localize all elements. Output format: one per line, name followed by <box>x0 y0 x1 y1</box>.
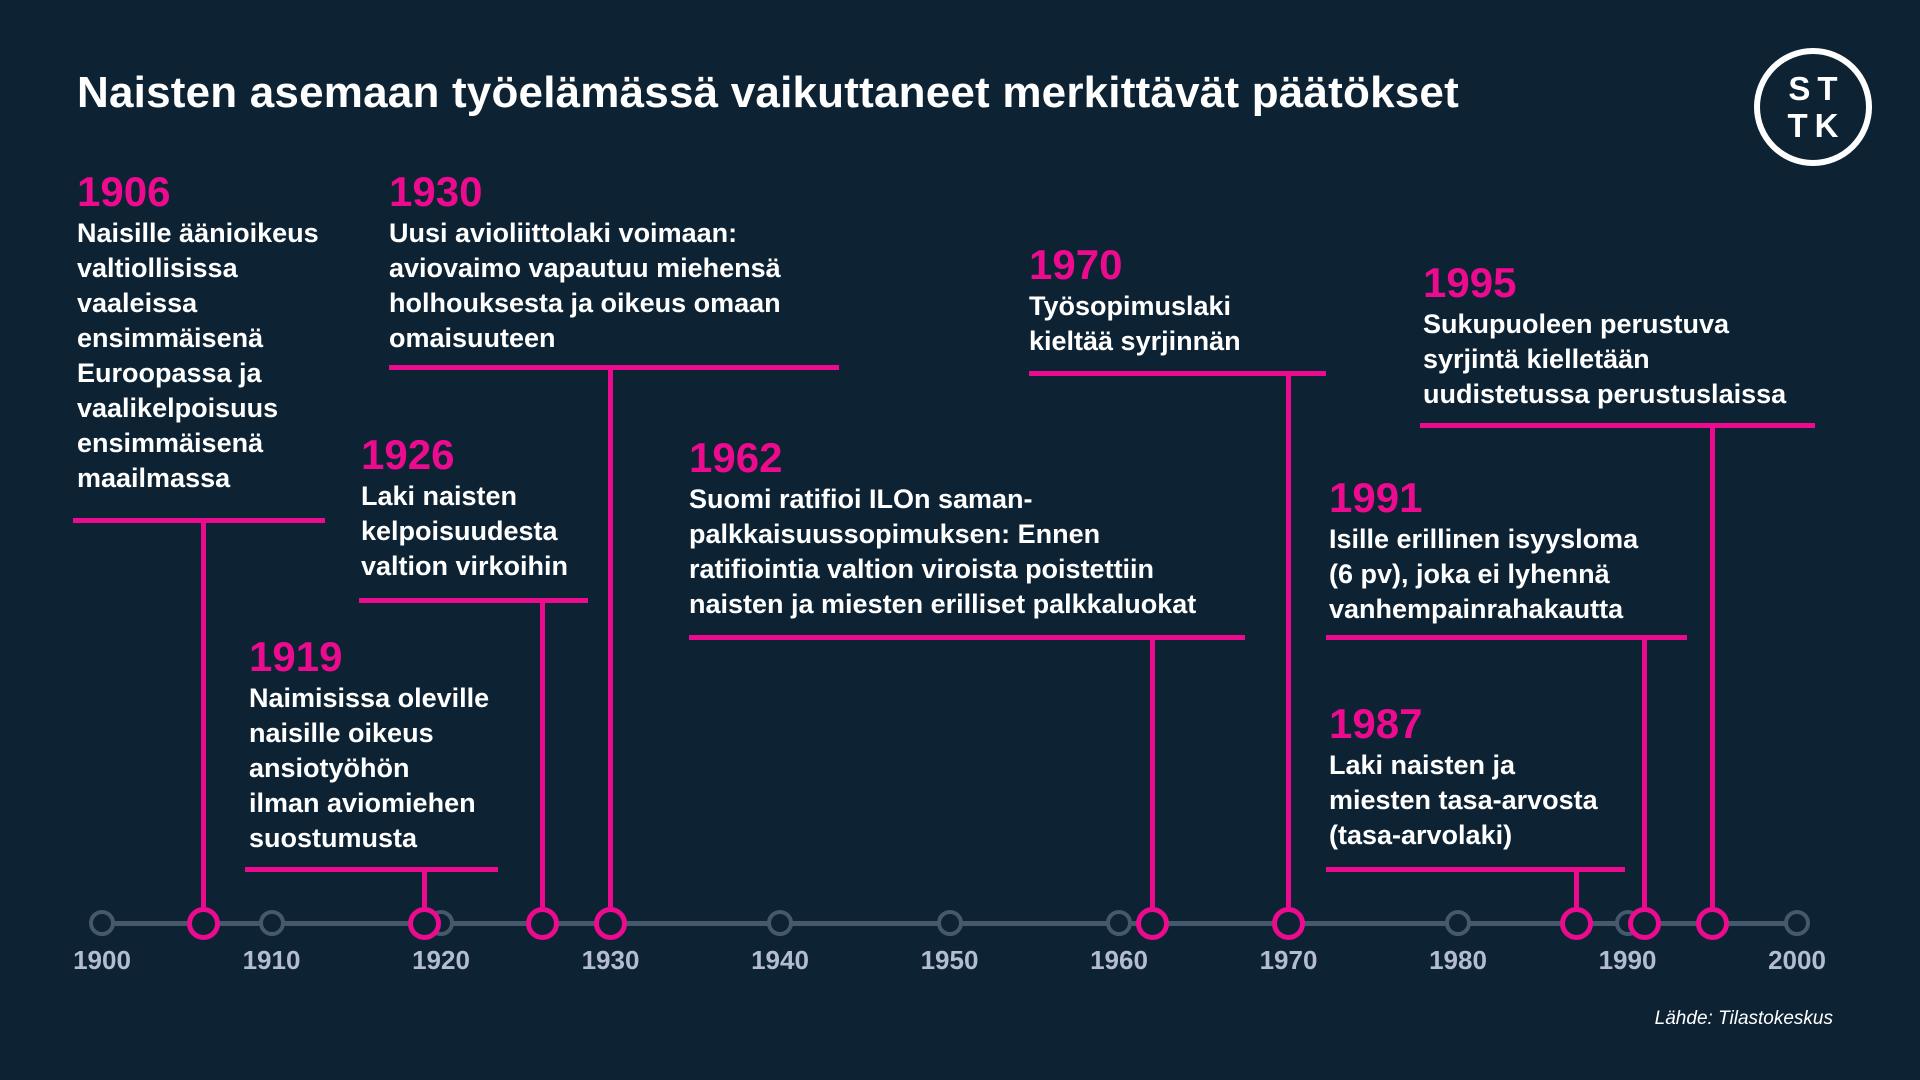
decade-label-1970: 1970 <box>1259 945 1318 975</box>
decade-label-1930: 1930 <box>581 945 640 975</box>
timeline-ring-1930 <box>594 907 627 940</box>
event-description-line: Naisille äänioikeus <box>77 218 319 248</box>
decade-label-1940: 1940 <box>751 945 809 975</box>
timeline-tick-1900 <box>89 910 115 936</box>
timeline-tick-2000 <box>1784 910 1810 936</box>
event-year-label: 1987 <box>1329 700 1423 747</box>
event-block-1991 <box>1329 474 1638 627</box>
event-block-1962 <box>689 434 1196 622</box>
sttk-logo-text-bottom: TK <box>1787 107 1846 144</box>
event-description-line: vanhempainrahakautta <box>1329 594 1624 624</box>
event-description-line: valtiollisissa <box>77 253 238 283</box>
event-year-label: 1919 <box>249 633 343 680</box>
event-description-line: naisille oikeus <box>249 718 434 748</box>
page-title: Naisten asemaan työelämässä vaikuttaneet merkittävät päätökset <box>77 68 1459 117</box>
event-description-line: palkkaisuussopimuksen: Ennen <box>689 519 1101 549</box>
event-connector-1962 <box>1150 637 1155 907</box>
event-description-line: (6 pv), joka ei lyhennä <box>1329 559 1610 589</box>
event-description-line: maailmassa <box>77 463 231 493</box>
event-underline-1991 <box>1326 635 1687 640</box>
event-description-line: valtion virkoihin <box>361 551 569 581</box>
decade-label-2000: 2000 <box>1768 945 1826 975</box>
event-description-line: naisten ja miesten erilliset palkkaluokat <box>689 589 1197 619</box>
event-description-line: Työsopimuslaki <box>1029 291 1232 321</box>
event-year-label: 1930 <box>389 168 483 215</box>
event-block-1930 <box>389 168 781 356</box>
timeline-ring-1962 <box>1136 907 1169 940</box>
event-description-line: ensimmäisenä <box>77 323 264 353</box>
event-connector-1987 <box>1574 869 1579 907</box>
timeline-ring-1995 <box>1696 907 1729 940</box>
event-year-label: 1991 <box>1329 474 1423 521</box>
event-underline-1970 <box>1029 371 1326 376</box>
decade-label-1990: 1990 <box>1598 945 1657 975</box>
timeline-ring-1926 <box>526 907 559 940</box>
timeline-tick-1980 <box>1445 910 1471 936</box>
event-description-line: Sukupuoleen perustuva <box>1423 309 1730 339</box>
event-underline-1987 <box>1326 867 1625 872</box>
event-connector-1991 <box>1642 637 1647 907</box>
event-description-line: ansiotyöhön <box>249 753 410 783</box>
event-description-line: Suomi ratifioi ILOn saman- <box>689 484 1033 514</box>
event-block-1987 <box>1329 700 1598 853</box>
event-description-line: kieltää syrjinnän <box>1029 326 1241 356</box>
decade-label-1950: 1950 <box>920 945 979 975</box>
event-connector-1919 <box>422 869 427 907</box>
event-connector-1906 <box>201 520 206 907</box>
event-description-line: Euroopassa ja <box>77 358 262 388</box>
sttk-logo <box>1754 48 1872 166</box>
timeline-tick-1910 <box>259 910 285 936</box>
event-connector-1926 <box>540 600 545 907</box>
event-underline-1919 <box>245 867 498 872</box>
event-description-line: aviovaimo vapautuu miehensä <box>389 253 781 283</box>
timeline-ring-1987 <box>1560 907 1593 940</box>
event-connector-1930 <box>608 367 613 907</box>
timeline-tick-1940 <box>767 910 793 936</box>
event-year-label: 1906 <box>77 168 171 215</box>
event-year-label: 1926 <box>361 431 455 478</box>
event-underline-1962 <box>689 635 1245 640</box>
timeline-ring-1906 <box>187 907 220 940</box>
event-description-line: Naimisissa oleville <box>249 683 490 713</box>
timeline-tick-1950 <box>937 910 963 936</box>
event-block-1926 <box>361 431 568 584</box>
event-description-line: holhouksesta ja oikeus omaan <box>389 288 781 318</box>
event-underline-1930 <box>389 365 839 370</box>
event-description-line: Uusi avioliittolaki voimaan: <box>389 218 738 248</box>
event-connector-1995 <box>1710 425 1715 907</box>
event-connector-1970 <box>1286 373 1291 907</box>
event-description-line: vaaleissa <box>77 288 198 318</box>
event-description-line: kelpoisuudesta <box>361 516 558 546</box>
source-credit: Lähde: Tilastokeskus <box>1654 1008 1833 1029</box>
decade-label-1980: 1980 <box>1429 945 1487 975</box>
event-description-line: Isille erillinen isyysloma <box>1329 524 1639 554</box>
decade-label-1900: 1900 <box>73 945 131 975</box>
event-block-1970 <box>1029 241 1241 359</box>
event-underline-1926 <box>359 598 588 603</box>
event-description-line: ratifiointia valtion viroista poistettiin <box>689 554 1155 584</box>
event-underline-1995 <box>1420 423 1815 428</box>
timeline-tick-1960 <box>1106 910 1132 936</box>
event-year-label: 1962 <box>689 434 783 481</box>
event-description-line: vaalikelpoisuus <box>77 393 279 423</box>
timeline-ring-1991 <box>1628 907 1661 940</box>
sttk-logo-text-top: ST <box>1788 70 1845 107</box>
decade-label-1920: 1920 <box>412 945 470 975</box>
event-description-line: (tasa-arvolaki) <box>1329 820 1513 850</box>
event-year-label: 1970 <box>1029 241 1123 288</box>
decade-label-1910: 1910 <box>242 945 301 975</box>
timeline-ring-1970 <box>1272 907 1305 940</box>
event-description-line: suostumusta <box>249 823 418 853</box>
event-description-line: Laki naisten <box>361 481 518 511</box>
event-description-line: miesten tasa-arvosta <box>1329 785 1598 815</box>
timeline-ring-1919 <box>408 907 441 940</box>
event-description-line: omaisuuteen <box>389 323 556 353</box>
event-underline-1906 <box>73 518 325 523</box>
event-year-label: 1995 <box>1423 259 1517 306</box>
event-description-line: Laki naisten ja <box>1329 750 1516 780</box>
event-description-line: ilman aviomiehen <box>249 788 476 818</box>
event-block-1906 <box>77 168 319 496</box>
event-block-1995 <box>1423 259 1786 412</box>
event-block-1919 <box>249 633 489 856</box>
event-description-line: uudistetussa perustuslaissa <box>1423 379 1787 409</box>
event-description-line: syrjintä kielletään <box>1423 344 1650 374</box>
decade-label-1960: 1960 <box>1090 945 1148 975</box>
event-description-line: ensimmäisenä <box>77 428 264 458</box>
